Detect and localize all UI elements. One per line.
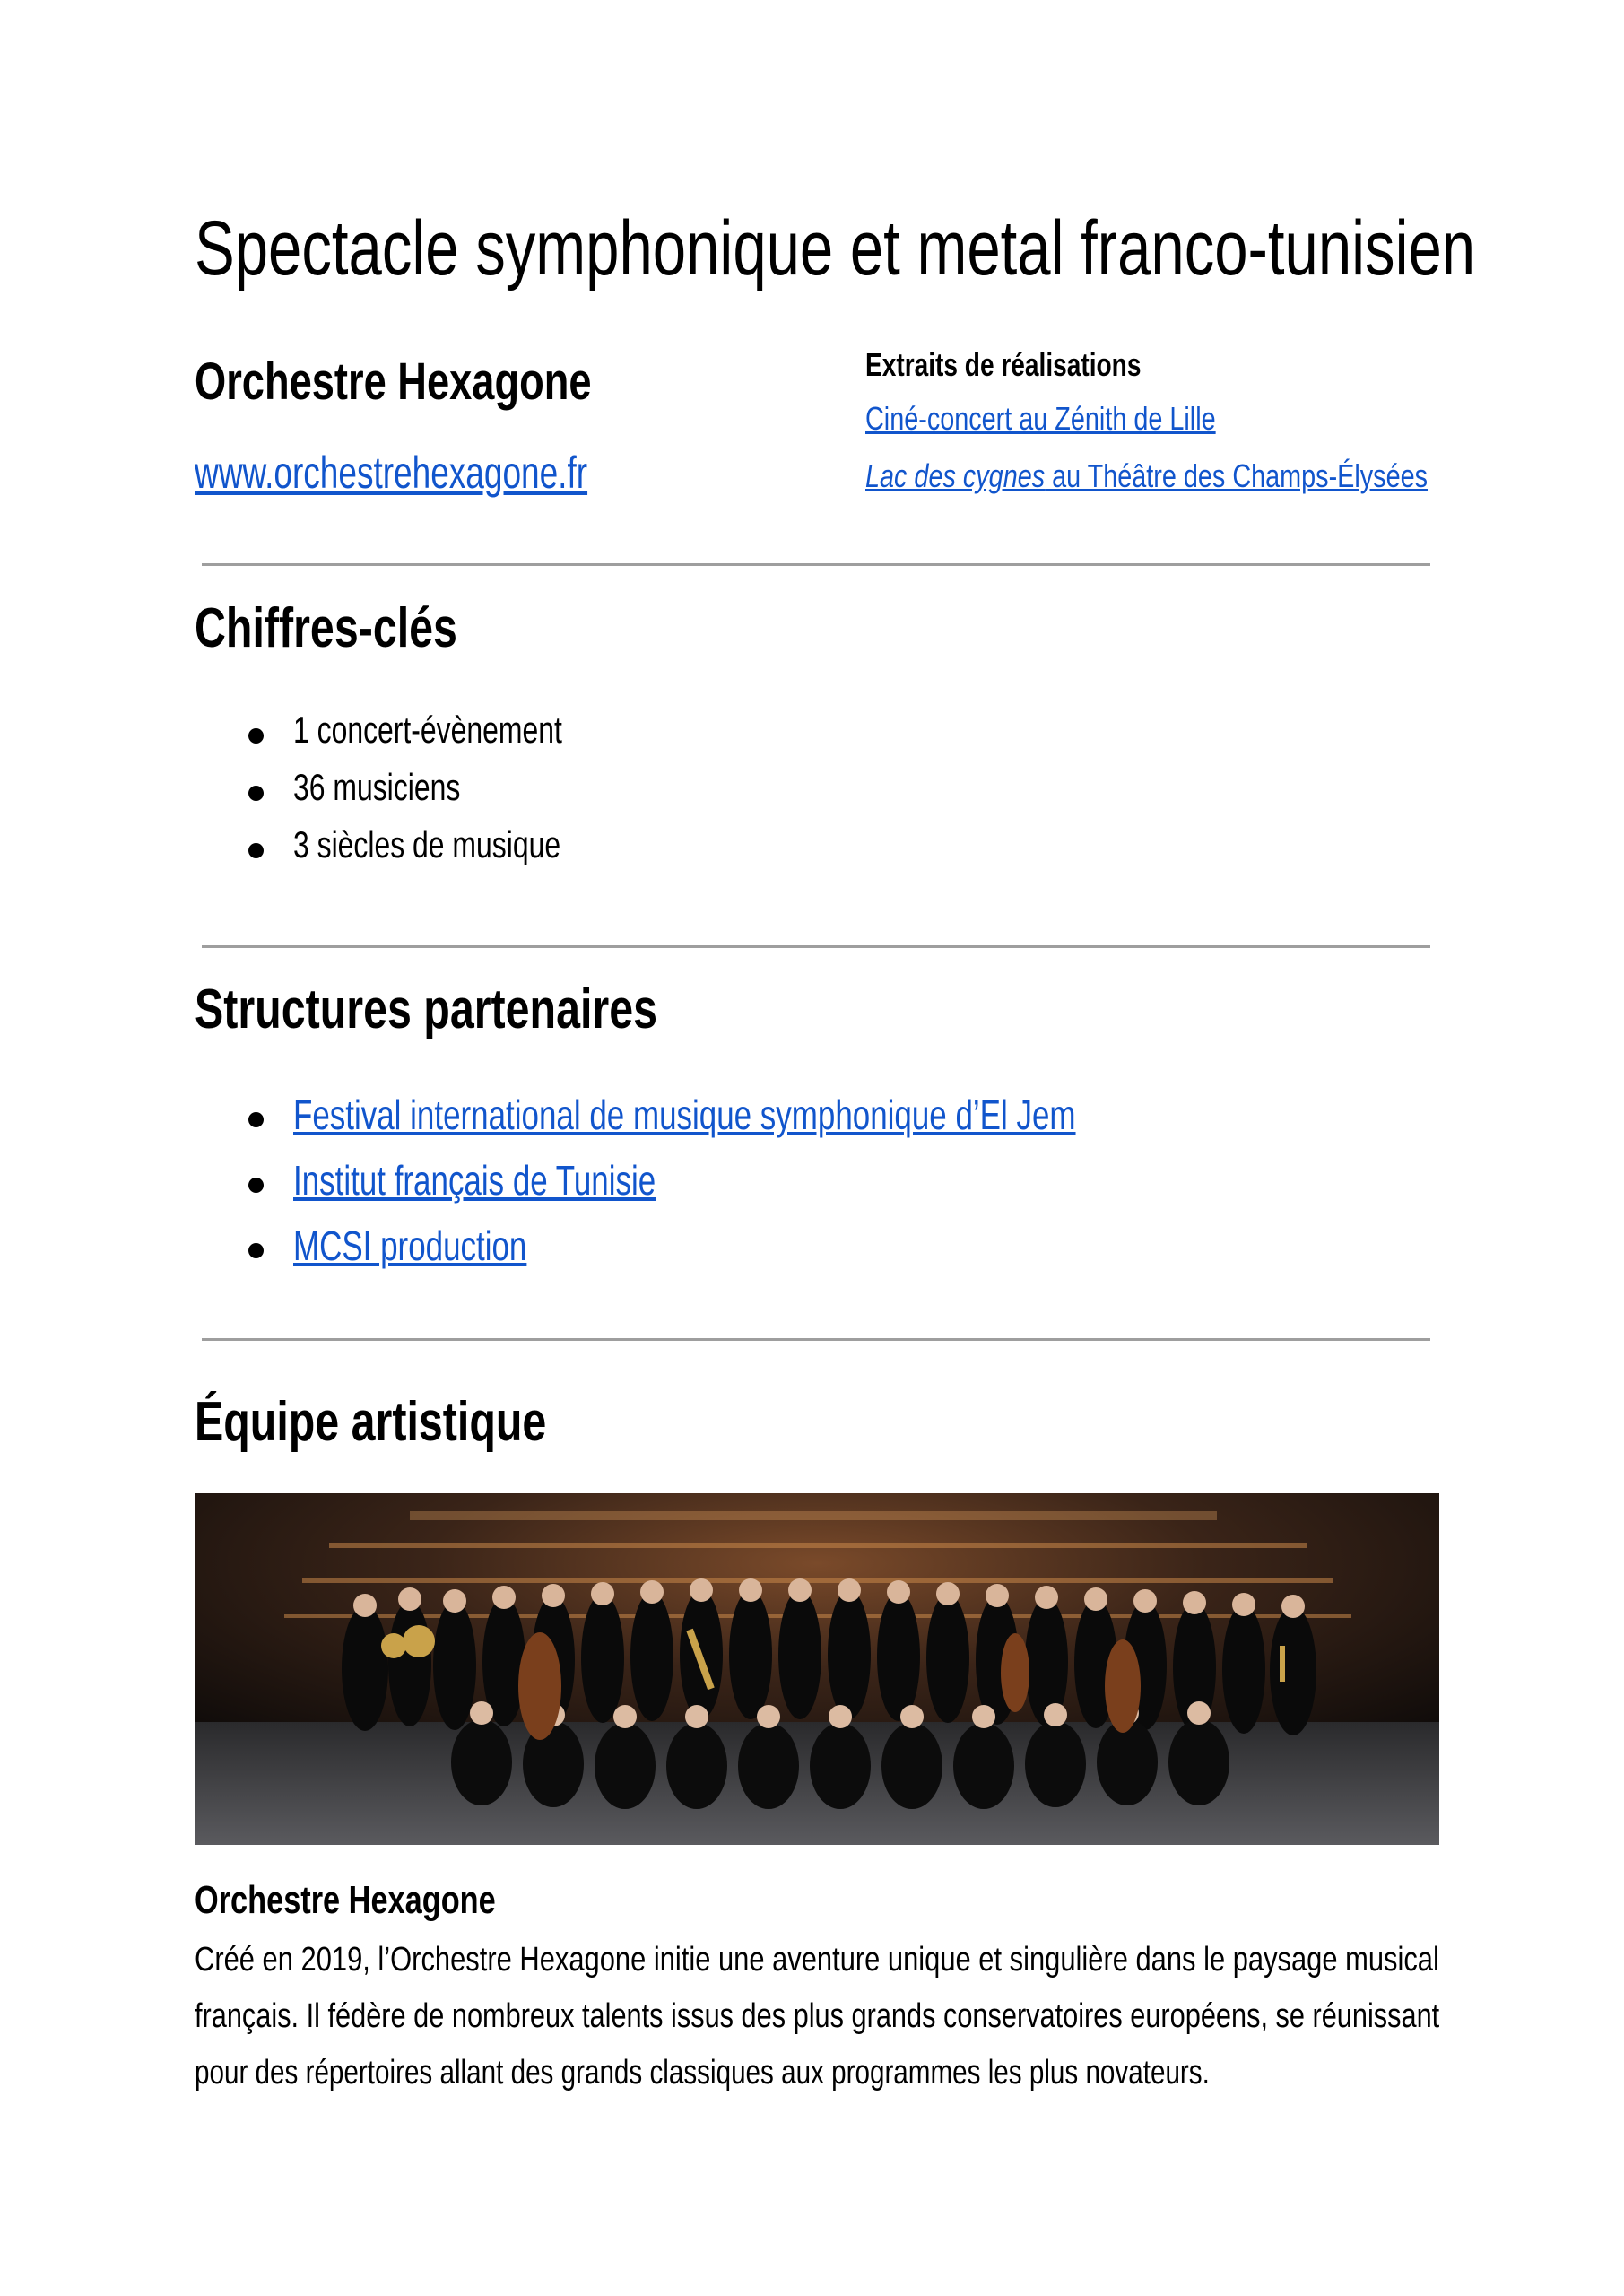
extrait-link-italic-title: Lac des cygnes xyxy=(865,457,1046,494)
chiffres-item: 3 siècles de musique xyxy=(293,823,561,865)
partner-link-mcsi[interactable]: MCSI production xyxy=(293,1222,527,1269)
extrait-link-zenith[interactable] xyxy=(865,400,1216,438)
partner-link-institut-francais[interactable]: Institut français de Tunisie xyxy=(293,1157,656,1204)
bullet-icon xyxy=(248,1243,264,1258)
bio-paragraph-line: Créé en 2019, l’Orchestre Hexagone initie une aventure unique et singulière dans le paysage musical xyxy=(195,1941,1439,1979)
bio-paragraph-line: français. Il fédère de nombreux talents issus des plus grands conservatoires européens, se réunissant xyxy=(195,1997,1440,2035)
orchestra-photo xyxy=(195,1493,1439,1845)
divider xyxy=(202,563,1430,566)
organisation-website-link[interactable]: www.orchestrehexagone.fr xyxy=(195,448,588,498)
bio-title: Orchestre Hexagone xyxy=(195,1878,496,1922)
bullet-icon xyxy=(248,1178,264,1193)
bullet-icon xyxy=(248,728,264,744)
extraits-heading: Extraits de réalisations xyxy=(865,346,1142,383)
chiffres-item: 36 musiciens xyxy=(293,766,461,808)
bullet-icon xyxy=(248,786,264,801)
organisation-name: Orchestre Hexagone xyxy=(195,352,592,411)
bullet-icon xyxy=(248,1112,264,1127)
extrait-link-zenith-text: Ciné-concert au Zénith de Lille xyxy=(865,400,1216,437)
partner-link-el-jem[interactable]: Festival international de musique symphonique d’El Jem xyxy=(293,1091,1076,1138)
page-title: Spectacle symphonique et metal franco-tunisien xyxy=(195,205,1476,291)
divider xyxy=(202,945,1430,948)
bullet-icon xyxy=(248,843,264,858)
extrait-link-lac-des-cygnes[interactable] xyxy=(865,457,1428,495)
chiffres-heading: Chiffres-clés xyxy=(195,597,457,659)
extrait-link-lac-text: au Théâtre des Champs-Élysées xyxy=(1045,457,1429,494)
orchestra-photo-illustration xyxy=(195,1493,1439,1845)
bio-paragraph-line: pour des répertoires allant des grands classiques aux programmes les plus novateurs. xyxy=(195,2054,1210,2092)
equipe-heading: Équipe artistique xyxy=(195,1391,547,1453)
divider xyxy=(202,1338,1430,1341)
chiffres-item: 1 concert-évènement xyxy=(293,709,562,751)
partenaires-heading: Structures partenaires xyxy=(195,978,658,1040)
